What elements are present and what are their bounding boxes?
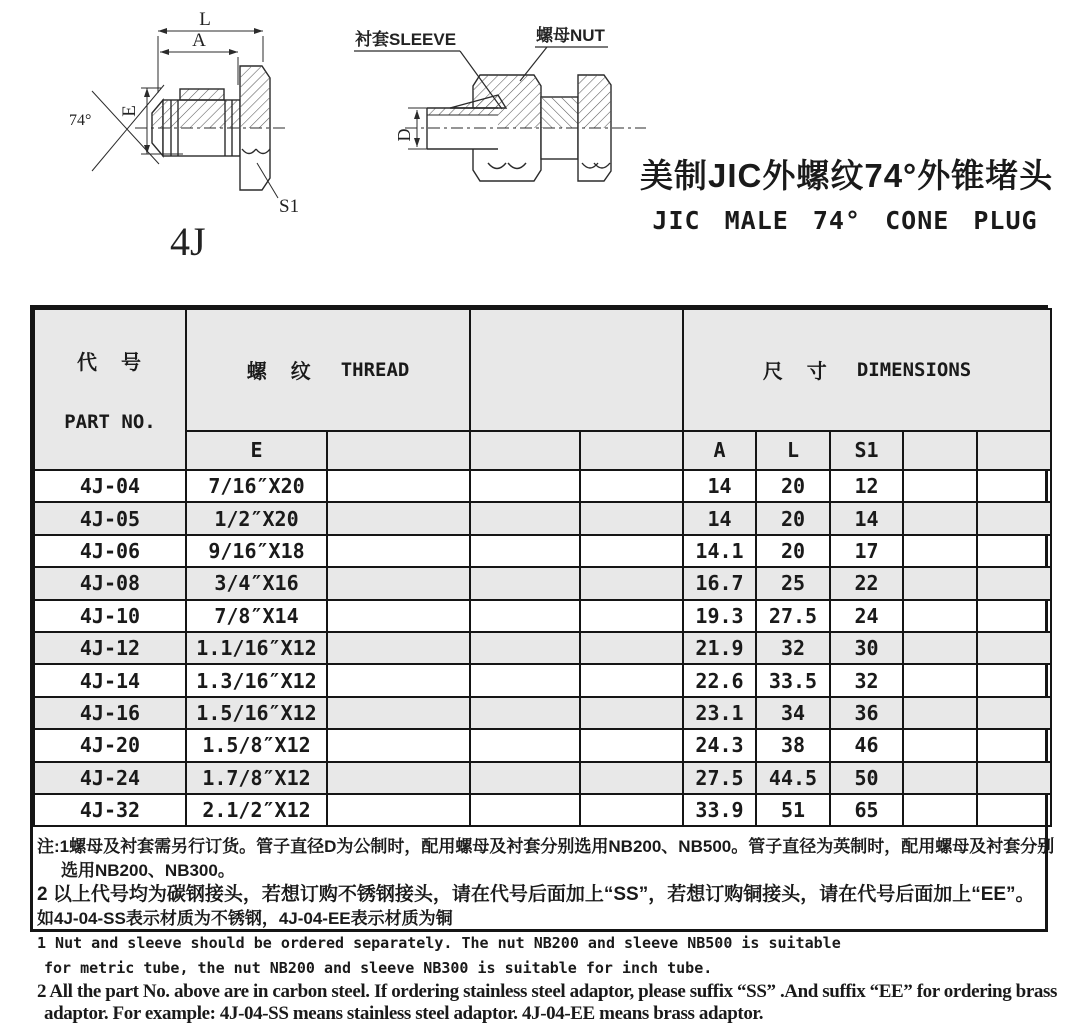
table-row (34, 729, 1051, 761)
part-no: 4J-16 (34, 697, 186, 729)
header-part-no-zh: 代 号 (77, 352, 143, 374)
dim-s1: 24 (830, 600, 903, 632)
dim-label-e: E (119, 105, 140, 117)
part-no: 4J-10 (34, 600, 186, 632)
dim-s1: 17 (830, 535, 903, 567)
header-row-1 (34, 309, 1051, 431)
thread-e: 7/16″X20 (186, 470, 327, 502)
plug-caption: 4J (170, 219, 206, 264)
header-dimensions (683, 309, 1051, 431)
header-thread-en: THREAD (340, 358, 410, 381)
notes (33, 827, 1057, 1025)
dim-a: 23.1 (683, 697, 756, 729)
table-row (34, 600, 1051, 632)
header-dimensions-zh: 尺 寸 (762, 361, 829, 384)
sleeve-label: 衬套SLEEVE (355, 30, 457, 49)
note-en-2: for metric tube, the nut NB200 and sleeve NB300 is suitable for inch tube. (44, 959, 713, 978)
nut-label: 螺母NUT (536, 26, 605, 45)
part-no: 4J-08 (34, 567, 186, 599)
dim-a: 14.1 (683, 535, 756, 567)
thread-e: 2.1/2″X12 (186, 794, 327, 826)
header-part-no-en: PART NO. (64, 411, 156, 433)
table-row (34, 697, 1051, 729)
header-col-a: A (683, 431, 756, 470)
header-col-s1: S1 (830, 431, 903, 470)
dim-s1: 50 (830, 762, 903, 794)
part-no: 4J-24 (34, 762, 186, 794)
part-no: 4J-20 (34, 729, 186, 761)
dim-l: 51 (756, 794, 830, 826)
part-no: 4J-06 (34, 535, 186, 567)
thread-e: 7/8″X14 (186, 600, 327, 632)
part-no: 4J-05 (34, 502, 186, 534)
header-col-l: L (756, 431, 830, 470)
note-en-4: adaptor. For example: 4J-04-SS means stainless steel adaptor. 4J-04-EE means brass adaptor. (44, 1003, 764, 1025)
table-row (34, 762, 1051, 794)
dim-label-s1: S1 (279, 196, 300, 217)
note-zh-4: 如4J-04-SS表示材质为不锈钢，4J-04-EE表示材质为铜 (37, 909, 453, 929)
dim-a: 22.6 (683, 664, 756, 696)
dim-a: 19.3 (683, 600, 756, 632)
part-no: 4J-04 (34, 470, 186, 502)
table-row (34, 535, 1051, 567)
spec-table (33, 308, 1052, 827)
dim-a: 14 (683, 502, 756, 534)
thread-e: 1/2″X20 (186, 502, 327, 534)
header-spacer (470, 309, 683, 431)
dim-s1: 30 (830, 632, 903, 664)
thread-e: 1.1/16″X12 (186, 632, 327, 664)
dim-l: 38 (756, 729, 830, 761)
thread-e: 1.5/16″X12 (186, 697, 327, 729)
part-no: 4J-12 (34, 632, 186, 664)
table-row (34, 567, 1051, 599)
header-thread (186, 309, 470, 431)
dim-s1: 12 (830, 470, 903, 502)
note-zh-2: 选用NB200、NB300。 (61, 861, 235, 881)
header-dimensions-en: DIMENSIONS (856, 358, 972, 381)
thread-e: 1.5/8″X12 (186, 729, 327, 761)
thread-e: 1.7/8″X12 (186, 762, 327, 794)
table-row (34, 632, 1051, 664)
part-no: 4J-32 (34, 794, 186, 826)
dim-a: 27.5 (683, 762, 756, 794)
dim-l: 20 (756, 535, 830, 567)
dim-a: 33.9 (683, 794, 756, 826)
note-en-1: 1 Nut and sleeve should be ordered separately. The nut NB200 and sleeve NB500 is suitable (37, 934, 841, 953)
thread-e: 3/4″X16 (186, 567, 327, 599)
dim-s1: 36 (830, 697, 903, 729)
dim-l: 34 (756, 697, 830, 729)
dim-label-d: D (394, 128, 414, 142)
plug-thread-step (180, 89, 224, 100)
dim-label-l: L (199, 9, 211, 30)
title-block (640, 150, 1054, 235)
dim-l: 33.5 (756, 664, 830, 696)
part-no: 4J-14 (34, 664, 186, 696)
dim-l: 27.5 (756, 600, 830, 632)
page-title-zh: 美制JIC外螺纹74°外锥堵头 (640, 157, 1054, 194)
assembly-drawing (350, 25, 660, 205)
dim-l: 25 (756, 567, 830, 599)
dim-a: 16.7 (683, 567, 756, 599)
dim-l: 20 (756, 470, 830, 502)
dim-s1: 46 (830, 729, 903, 761)
angle-label-74: 74° (69, 112, 92, 129)
dim-s1: 65 (830, 794, 903, 826)
dim-a: 14 (683, 470, 756, 502)
dim-s1: 22 (830, 567, 903, 599)
header-row-2 (34, 431, 1051, 470)
dim-s1: 14 (830, 502, 903, 534)
table-row (34, 470, 1051, 502)
dim-l: 44.5 (756, 762, 830, 794)
dim-l: 20 (756, 502, 830, 534)
dim-s1: 32 (830, 664, 903, 696)
page-title-en: JIC MALE 74° CONE PLUG (652, 206, 1038, 235)
dim-a: 21.9 (683, 632, 756, 664)
dim-a: 24.3 (683, 729, 756, 761)
dim-l: 32 (756, 632, 830, 664)
table-row (34, 502, 1051, 534)
dim-label-a: A (192, 30, 206, 51)
thread-e: 1.3/16″X12 (186, 664, 327, 696)
thread-e: 9/16″X18 (186, 535, 327, 567)
note-zh-3: 2 以上代号均为碳钢接头，若想订购不锈钢接头，请在代号后面加上“SS”，若想订购铜接头，请在代号后面加上“EE”。 (37, 884, 1035, 906)
note-zh-1: 注:1螺母及衬套需另行订货。管子直径D为公制时，配用螺母及衬套分别选用NB200、NB500。管子直径为英制时，配用螺母及衬套分别 (37, 837, 1055, 857)
table-row (34, 664, 1051, 696)
table-row (34, 794, 1051, 826)
header-col-e: E (186, 431, 327, 470)
header-thread-zh: 螺 纹 (246, 361, 313, 384)
header-part-no (34, 309, 186, 470)
note-en-3: 2 All the part No. above are in carbon steel. If ordering stainless steel adaptor, please suffix “SS” .And suffix “EE” for ordering brass (37, 981, 1057, 1003)
spec-table-container (30, 305, 1057, 1025)
